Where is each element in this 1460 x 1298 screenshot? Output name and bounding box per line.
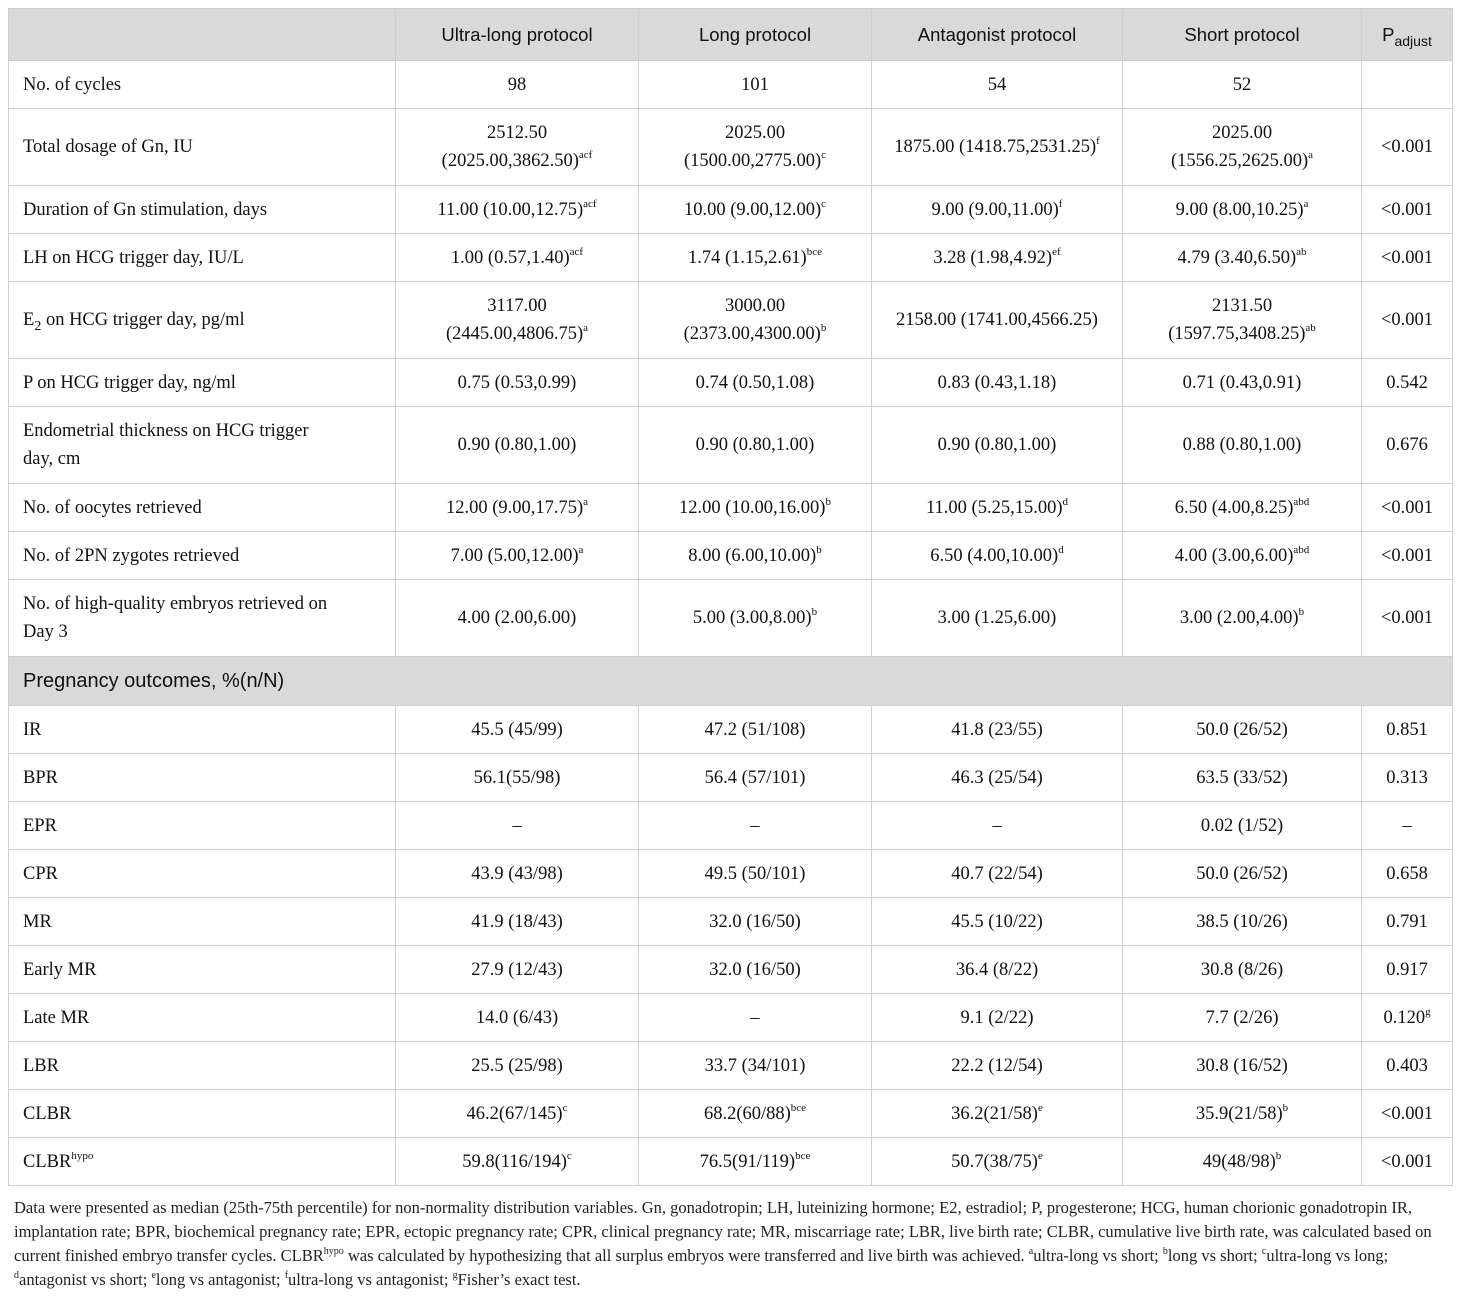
cell-line: (1500.00,2775.00) (683, 151, 822, 171)
row-label: No. of cycles (9, 61, 396, 109)
sig-sup: c (562, 1101, 568, 1114)
cell-line: 2131.50 (1211, 296, 1273, 316)
cell-short (1123, 1090, 1362, 1138)
cell-value: 3.28 (1.98,4.92) (933, 247, 1053, 268)
row-label (9, 407, 396, 484)
cell-antagonist: 40.7 (22/54) (872, 850, 1123, 898)
sig-sup: a (583, 321, 589, 334)
sig-sup: ab (1305, 321, 1316, 334)
section-title: Pregnancy outcomes, %(n/N) (9, 657, 1453, 706)
cell-short: 0.88 (0.80,1.00) (1123, 407, 1362, 484)
cell-long: 56.4 (57/101) (639, 754, 872, 802)
cell-long: 0.90 (0.80,1.00) (639, 407, 872, 484)
cell-line: (2025.00,3862.50) (441, 151, 579, 171)
cell-p: 0.791 (1362, 898, 1453, 946)
table-footnote (8, 1196, 1452, 1292)
footnote-sup: d (14, 1270, 19, 1281)
cell-line: (2373.00,4300.00) (683, 324, 821, 344)
cell-p: <0.001 (1362, 186, 1453, 234)
header-p-adjust (1362, 9, 1453, 61)
cell-long: 0.74 (0.50,1.08) (639, 359, 872, 407)
label-sup: hypo (71, 1149, 94, 1162)
cell-value: 49(48/98) (1202, 1151, 1276, 1172)
row-label: Total dosage of Gn, IU (9, 109, 396, 186)
footnote-sup: g (452, 1270, 458, 1281)
cell-line: 2025.00 (724, 123, 786, 143)
cell-antagonist: 36.4 (8/22) (872, 946, 1123, 994)
row-label: CPR (9, 850, 396, 898)
cell-short: 50.0 (26/52) (1123, 706, 1362, 754)
cell-short (1123, 484, 1362, 532)
cell-p: 0.851 (1362, 706, 1453, 754)
sig-sup: bce (806, 245, 822, 258)
cell-p: <0.001 (1362, 484, 1453, 532)
sig-sup: a (583, 495, 589, 508)
row-label: Late MR (9, 994, 396, 1042)
cell-line: 3117.00 (487, 296, 547, 316)
sig-sup: e (1037, 1149, 1043, 1162)
table-row (9, 1042, 1453, 1090)
cell-value: 12.00 (10.00,16.00) (679, 497, 826, 518)
sig-sup: b (1275, 1149, 1282, 1162)
table-row (9, 407, 1453, 484)
cell-value: 50.7(38/75) (951, 1151, 1038, 1172)
footnote-sup: c (1261, 1246, 1267, 1257)
cell-short (1123, 186, 1362, 234)
cell-ultra-long (396, 484, 639, 532)
sig-sup: c (821, 148, 827, 161)
cell-ultra-long (396, 109, 639, 186)
cell-value: 35.9(21/58) (1195, 1103, 1283, 1124)
cell-antagonist (872, 109, 1123, 186)
cell-line: (1556.25,2625.00) (1170, 151, 1309, 171)
table-row (9, 186, 1453, 234)
cell-value: 68.2(60/88) (703, 1103, 791, 1124)
sig-sup: c (821, 197, 827, 210)
cell-value: 46.2(67/145) (466, 1103, 563, 1124)
cell-value: 12.00 (9.00,17.75) (445, 497, 584, 518)
cell-p: <0.001 (1362, 1090, 1453, 1138)
row-label: CLBR (9, 1090, 396, 1138)
cell-value: 9.00 (8.00,10.25) (1175, 199, 1304, 220)
table-figure (8, 0, 1452, 1292)
cell-antagonist: 46.3 (25/54) (872, 754, 1123, 802)
row-label: No. of oocytes retrieved (9, 484, 396, 532)
row-label (9, 282, 396, 359)
cell-antagonist (872, 484, 1123, 532)
cell-ultra-long: 25.5 (25/98) (396, 1042, 639, 1090)
cell-value: 11.00 (5.25,15.00) (925, 497, 1063, 518)
cell-value: 0.120 (1383, 1007, 1426, 1028)
sig-sup: e (1037, 1101, 1043, 1114)
sig-sup: acf (569, 245, 584, 258)
cell-antagonist: 54 (872, 61, 1123, 109)
sig-sup: abd (1293, 543, 1310, 556)
cell-antagonist: 2158.00 (1741.00,4566.25) (872, 282, 1123, 359)
table-row (9, 946, 1453, 994)
footnote-text: was calculated by hypothesizing that all surplus embryos were transferred and live birth was achieved. (343, 1246, 1029, 1265)
cell-p: 0.542 (1362, 359, 1453, 407)
label-line: Day 3 (23, 622, 68, 642)
table-row (9, 898, 1453, 946)
table-row (9, 532, 1453, 580)
cell-ultra-long (396, 282, 639, 359)
cell-ultra-long: 41.9 (18/43) (396, 898, 639, 946)
cell-p: 0.917 (1362, 946, 1453, 994)
cell-short: 7.7 (2/26) (1123, 994, 1362, 1042)
cell-ultra-long (396, 234, 639, 282)
sig-sup: f (1096, 134, 1100, 147)
footnote-sup: a (1028, 1246, 1034, 1257)
cell-antagonist: 0.90 (0.80,1.00) (872, 407, 1123, 484)
footnote-text: long vs short; (1167, 1246, 1262, 1265)
cell-line: 2512.50 (486, 123, 548, 143)
header-long: Long protocol (639, 9, 872, 61)
cell-short: 38.5 (10/26) (1123, 898, 1362, 946)
cell-p (1362, 61, 1453, 109)
header-ultra-long: Ultra-long protocol (396, 9, 639, 61)
sig-sup: a (578, 543, 584, 556)
cell-long (639, 1090, 872, 1138)
cell-antagonist: 3.00 (1.25,6.00) (872, 580, 1123, 657)
cell-antagonist (872, 234, 1123, 282)
label-line: Endometrial thickness on HCG trigger (23, 421, 309, 441)
cell-antagonist (872, 186, 1123, 234)
cell-p: 0.313 (1362, 754, 1453, 802)
footnote-sup: b (1162, 1246, 1168, 1257)
cell-long (639, 109, 872, 186)
label-part: E (23, 310, 35, 330)
sig-sup: b (1282, 1101, 1289, 1114)
cell-value: 6.50 (4.00,8.25) (1174, 497, 1294, 518)
cell-value: 1.74 (1.15,2.61) (688, 247, 807, 268)
cell-short (1123, 1138, 1362, 1186)
cell-long: 49.5 (50/101) (639, 850, 872, 898)
header-p: P (1382, 23, 1395, 45)
cell-ultra-long: 0.90 (0.80,1.00) (396, 407, 639, 484)
cell-antagonist: – (872, 802, 1123, 850)
cell-short: 0.02 (1/52) (1123, 802, 1362, 850)
row-label: EPR (9, 802, 396, 850)
cell-value: 1875.00 (1418.75,2531.25) (894, 137, 1097, 157)
cell-long (639, 580, 872, 657)
sig-sup: a (1303, 197, 1309, 210)
table-row (9, 282, 1453, 359)
sig-sup: ab (1296, 245, 1307, 258)
table-row (9, 1138, 1453, 1186)
cell-long: 33.7 (34/101) (639, 1042, 872, 1090)
cell-ultra-long: 98 (396, 61, 639, 109)
cell-p: – (1362, 802, 1453, 850)
footnote-text: long vs antagonist; (155, 1270, 285, 1289)
sig-sup: c (566, 1149, 572, 1162)
header-antagonist: Antagonist protocol (872, 9, 1123, 61)
sig-sup: f (1058, 197, 1063, 210)
table-row (9, 706, 1453, 754)
cell-p: <0.001 (1362, 234, 1453, 282)
cell-line: 3000.00 (724, 296, 786, 316)
cell-ultra-long (396, 1090, 639, 1138)
row-label: BPR (9, 754, 396, 802)
cell-short (1123, 532, 1362, 580)
cell-antagonist: 22.2 (12/54) (872, 1042, 1123, 1090)
cell-long (639, 186, 872, 234)
cell-long: – (639, 802, 872, 850)
cell-short: 52 (1123, 61, 1362, 109)
row-label: No. of 2PN zygotes retrieved (9, 532, 396, 580)
footnote-text: ultra-long vs short; (1033, 1246, 1163, 1265)
results-table (8, 8, 1453, 1186)
cell-ultra-long: 0.75 (0.53,0.99) (396, 359, 639, 407)
row-label: LBR (9, 1042, 396, 1090)
cell-p: 0.658 (1362, 850, 1453, 898)
cell-value: 10.00 (9.00,12.00) (683, 199, 822, 220)
table-row (9, 850, 1453, 898)
cell-ultra-long (396, 1138, 639, 1186)
cell-value: 4.00 (3.00,6.00) (1174, 545, 1294, 566)
header-short: Short protocol (1123, 9, 1362, 61)
cell-antagonist: 41.8 (23/55) (872, 706, 1123, 754)
sig-sup: abd (1293, 495, 1310, 508)
footnote-sup: hypo (323, 1246, 344, 1257)
table-row (9, 234, 1453, 282)
cell-short: 0.71 (0.43,0.91) (1123, 359, 1362, 407)
label-line: No. of high-quality embryos retrieved on (23, 594, 328, 614)
sig-sup: bce (790, 1101, 807, 1114)
sig-sup: b (825, 495, 831, 508)
cell-short (1123, 580, 1362, 657)
cell-p: <0.001 (1362, 282, 1453, 359)
header-row (9, 9, 1453, 61)
cell-antagonist (872, 532, 1123, 580)
cell-value: 11.00 (10.00,12.75) (437, 199, 584, 220)
row-label: IR (9, 706, 396, 754)
cell-value: 8.00 (6.00,10.00) (688, 545, 817, 566)
sig-sup: b (820, 321, 827, 334)
footnote-text: ultra-long vs antagonist; (288, 1270, 453, 1289)
footnote-sup: e (151, 1270, 156, 1281)
cell-long: 32.0 (16/50) (639, 898, 872, 946)
cell-short: 30.8 (16/52) (1123, 1042, 1362, 1090)
cell-antagonist (872, 1090, 1123, 1138)
cell-value: 76.5(91/119) (699, 1151, 796, 1172)
sig-sup: acf (578, 148, 593, 161)
label-line: day, cm (23, 449, 81, 469)
table-row (9, 109, 1453, 186)
cell-value: 7.00 (5.00,12.00) (450, 545, 579, 566)
cell-long (639, 484, 872, 532)
cell-value: 4.79 (3.40,6.50) (1177, 247, 1297, 268)
cell-value: 1.00 (0.57,1.40) (450, 247, 570, 268)
table-row (9, 994, 1453, 1042)
table-row (9, 1090, 1453, 1138)
row-label: Early MR (9, 946, 396, 994)
sig-sup: a (1308, 148, 1314, 161)
cell-short (1123, 234, 1362, 282)
table-row (9, 484, 1453, 532)
sig-sup: g (1425, 1005, 1431, 1018)
row-label (9, 580, 396, 657)
sig-sup: acf (583, 197, 597, 210)
cell-ultra-long: – (396, 802, 639, 850)
cell-ultra-long: 27.9 (12/43) (396, 946, 639, 994)
sig-sup: b (811, 605, 818, 618)
sig-sup: ef (1052, 245, 1061, 258)
cell-p: <0.001 (1362, 1138, 1453, 1186)
table-row (9, 802, 1453, 850)
row-label: MR (9, 898, 396, 946)
cell-p: <0.001 (1362, 580, 1453, 657)
cell-value: 9.00 (9.00,11.00) (931, 199, 1059, 220)
table-row (9, 754, 1453, 802)
table-row (9, 359, 1453, 407)
row-label: LH on HCG trigger day, IU/L (9, 234, 396, 282)
footnote-text: Data were presented as median (25th-75th percentile) for non-normality distribution variables. Gn, gonadotropin; LH, luteinizing hormone; E2, estradiol; P, progesterone; HCG, human chorionic gonadotropin IR, implantation rate; BPR, biochemical pregnancy rate; EPR, ectopic pregnancy rate; CPR, clinical pregnancy rate; MR, miscarriage rate; LBR, live birth rate; CLBR, cumulative live birth rate, was calculated based on current finished embryo transfer cycles. CLBR (14, 1198, 1432, 1265)
cell-line: (1597.75,3408.25) (1168, 324, 1306, 344)
cell-long: – (639, 994, 872, 1042)
cell-long (639, 234, 872, 282)
table-row (9, 61, 1453, 109)
label-part: CLBR (23, 1151, 72, 1172)
cell-short (1123, 109, 1362, 186)
cell-long (639, 532, 872, 580)
cell-ultra-long: 56.1(55/98) (396, 754, 639, 802)
cell-long (639, 1138, 872, 1186)
cell-ultra-long: 4.00 (2.00,6.00) (396, 580, 639, 657)
row-label: P on HCG trigger day, ng/ml (9, 359, 396, 407)
row-label (9, 1138, 396, 1186)
cell-p (1362, 994, 1453, 1042)
sig-sup: b (1298, 605, 1305, 618)
cell-value: 59.8(116/194) (462, 1151, 567, 1172)
cell-long: 32.0 (16/50) (639, 946, 872, 994)
label-sub: 2 (34, 318, 42, 334)
cell-line: 2025.00 (1211, 123, 1273, 143)
cell-long: 101 (639, 61, 872, 109)
cell-antagonist: 45.5 (10/22) (872, 898, 1123, 946)
footnote-text: ultra-long vs long; (1266, 1246, 1389, 1265)
sig-sup: bce (795, 1149, 811, 1162)
cell-p: <0.001 (1362, 109, 1453, 186)
section-row (9, 657, 1453, 706)
cell-short: 63.5 (33/52) (1123, 754, 1362, 802)
cell-line: (2445.00,4806.75) (445, 324, 584, 344)
cell-ultra-long (396, 186, 639, 234)
cell-p: <0.001 (1362, 532, 1453, 580)
cell-antagonist: 0.83 (0.43,1.18) (872, 359, 1123, 407)
footnote-text: antagonist vs short; (19, 1270, 152, 1289)
header-p-sub: adjust (1394, 32, 1432, 49)
cell-antagonist (872, 1138, 1123, 1186)
row-label: Duration of Gn stimulation, days (9, 186, 396, 234)
cell-p: 0.676 (1362, 407, 1453, 484)
cell-value: 6.50 (4.00,10.00) (930, 545, 1059, 566)
table-row (9, 580, 1453, 657)
cell-value: 36.2(21/58) (951, 1103, 1038, 1124)
sig-sup: d (1058, 543, 1064, 556)
cell-value: 3.00 (2.00,4.00) (1179, 608, 1299, 628)
header-empty (9, 9, 396, 61)
cell-short: 50.0 (26/52) (1123, 850, 1362, 898)
cell-long (639, 282, 872, 359)
footnote-text: Fisher’s exact test. (457, 1270, 581, 1289)
cell-p: 0.403 (1362, 1042, 1453, 1090)
cell-short: 30.8 (8/26) (1123, 946, 1362, 994)
cell-ultra-long: 45.5 (45/99) (396, 706, 639, 754)
footnote-sup: f (284, 1270, 289, 1281)
label-part: on HCG trigger day, pg/ml (41, 310, 245, 330)
cell-ultra-long: 43.9 (43/98) (396, 850, 639, 898)
cell-long: 47.2 (51/108) (639, 706, 872, 754)
cell-value: 5.00 (3.00,8.00) (692, 608, 812, 628)
cell-antagonist: 9.1 (2/22) (872, 994, 1123, 1042)
cell-ultra-long (396, 532, 639, 580)
cell-ultra-long: 14.0 (6/43) (396, 994, 639, 1042)
cell-short (1123, 282, 1362, 359)
sig-sup: d (1062, 495, 1068, 508)
sig-sup: b (816, 543, 822, 556)
